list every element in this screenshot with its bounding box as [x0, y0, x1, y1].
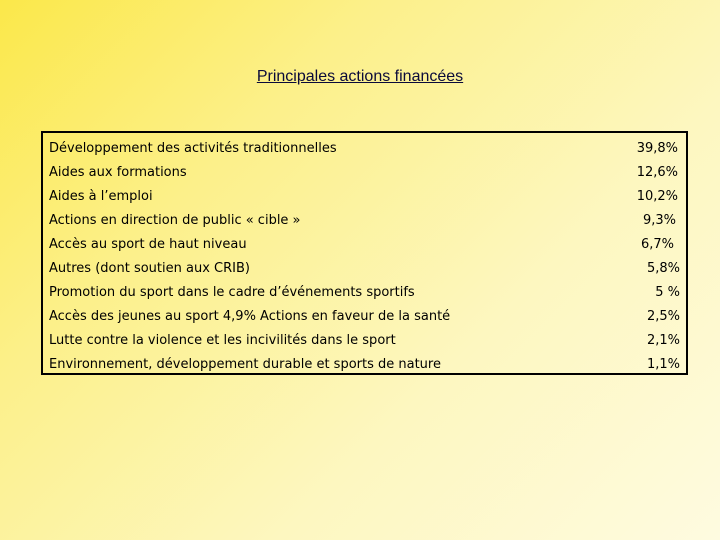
- row-label: Environnement, développement durable et sports de nature: [49, 357, 441, 372]
- row-value: 9,3%: [642, 213, 676, 228]
- row-label: Actions en direction de public « cible »: [49, 213, 301, 228]
- row-label: Autres (dont soutien aux CRIB): [49, 261, 250, 276]
- actions-table: [41, 131, 688, 375]
- table-row: [43, 329, 686, 353]
- row-value: 2,1%: [646, 333, 680, 348]
- row-label: Promotion du sport dans le cadre d’événements sportifs: [49, 285, 415, 300]
- table-row: [43, 137, 686, 161]
- table-row: [43, 305, 686, 329]
- page-title: [0, 68, 720, 86]
- row-label: Aides à l’emploi: [49, 189, 153, 204]
- table-row: [43, 257, 686, 281]
- row-value: 10,2%: [636, 189, 678, 204]
- row-value: 1,1%: [646, 357, 680, 372]
- table-row: [43, 281, 686, 305]
- row-value: 2,5%: [646, 309, 680, 324]
- table-row: [43, 209, 686, 233]
- title-text: Principales actions financées: [256, 68, 464, 85]
- row-value: 39,8%: [636, 141, 678, 156]
- row-label: Accès au sport de haut niveau: [49, 237, 247, 252]
- row-label: Développement des activités traditionnelles: [49, 141, 337, 156]
- row-value: 5,8%: [646, 261, 680, 276]
- table-row: [43, 185, 686, 209]
- row-value: 5 %: [655, 285, 680, 300]
- row-label: Aides aux formations: [49, 165, 187, 180]
- table-row: [43, 233, 686, 257]
- row-label: Lutte contre la violence et les incivilités dans le sport: [49, 333, 396, 348]
- row-value: 12,6%: [636, 165, 678, 180]
- table-row: [43, 161, 686, 185]
- row-label: Accès des jeunes au sport 4,9% Actions en faveur de la santé: [49, 309, 451, 324]
- table-row: [43, 353, 686, 377]
- row-value: 6,7%: [640, 237, 674, 252]
